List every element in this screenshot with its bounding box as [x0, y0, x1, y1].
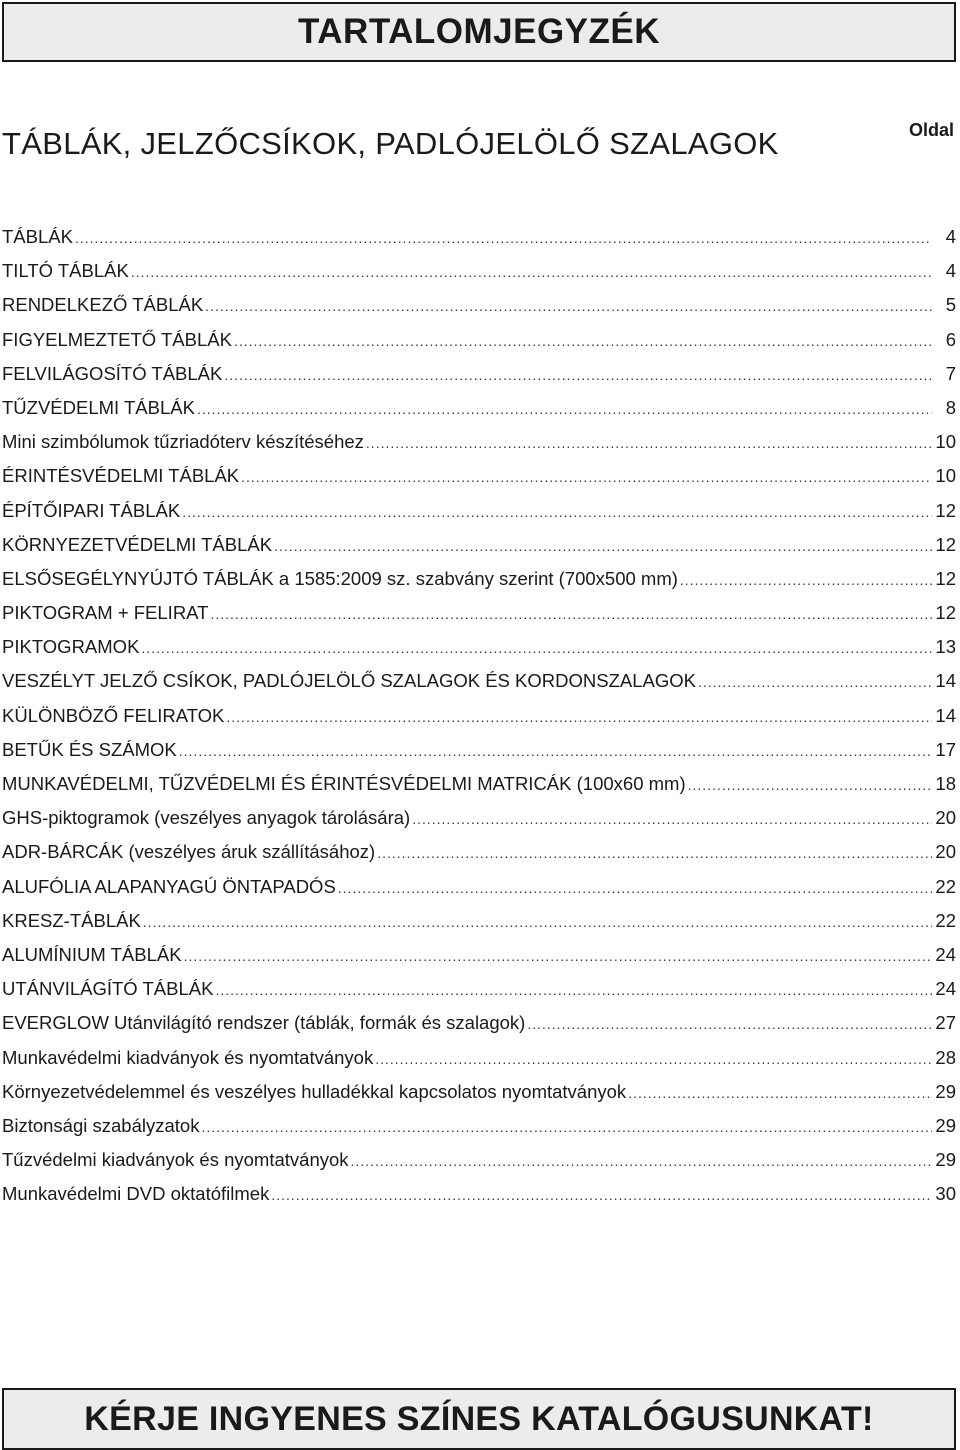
toc-entry-page: 18 [935, 773, 956, 794]
toc-entry-page: 4 [945, 226, 956, 247]
toc-entry-page: 29 [935, 1149, 956, 1171]
page-column-label: Oldal [908, 120, 954, 140]
dot-leader [75, 221, 932, 255]
toc-entry[interactable] [2, 699, 956, 733]
toc-entry[interactable] [2, 288, 956, 322]
toc-entry-label: Környezetvédelemmel és veszélyes hulladékkal kapcsolatos nyomtatványok [2, 1080, 627, 1102]
dot-leader [226, 700, 932, 734]
dot-leader [271, 1178, 932, 1212]
toc-entry[interactable] [2, 357, 956, 391]
toc-entry-label: FIGYELMEZTETŐ TÁBLÁK [2, 328, 232, 350]
dot-leader [688, 768, 932, 802]
toc-entry-label: PIKTOGRAM + FELIRAT [2, 602, 209, 624]
dot-leader [179, 734, 932, 768]
dot-leader [527, 1007, 932, 1041]
dot-leader [241, 460, 932, 494]
toc-entry-label: KRESZ-TÁBLÁK [2, 909, 141, 931]
dot-leader [698, 665, 932, 699]
toc-entry-label: FELVILÁGOSÍTÓ TÁBLÁK [2, 362, 223, 384]
dot-leader [351, 1144, 932, 1178]
toc-entry-label: Tűzvédelmi kiadványok és nyomtatványok [2, 1149, 349, 1171]
toc-entry[interactable] [2, 972, 956, 1006]
toc-entry-page: 30 [935, 1183, 956, 1205]
toc-entry[interactable] [2, 1041, 956, 1075]
toc-entry-label: MUNKAVÉDELMI, TŰZVÉDELMI ÉS ÉRINTÉSVÉDELMI MATRICÁK (100x60 mm) [2, 773, 686, 794]
toc-entry-label: RENDELKEZŐ TÁBLÁK [2, 294, 204, 316]
toc-entry-page: 14 [935, 670, 956, 692]
toc-entry[interactable] [2, 1109, 956, 1143]
dot-leader [224, 358, 932, 392]
toc-entry-page: 20 [935, 807, 956, 829]
toc-entry-page: 10 [935, 431, 956, 453]
toc-entry-page: 7 [945, 362, 956, 384]
toc-entry-label: TÁBLÁK [2, 226, 73, 247]
toc-entry[interactable] [2, 1177, 956, 1211]
catalog-banner [2, 1388, 956, 1450]
toc-entry-label: KÖRNYEZETVÉDELMI TÁBLÁK [2, 533, 273, 555]
catalog-banner-text: KÉRJE INGYENES SZÍNES KATALÓGUSUNKAT! [84, 1399, 874, 1438]
dot-leader [201, 1110, 932, 1144]
toc-entry[interactable] [2, 904, 956, 938]
toc-entry[interactable] [2, 220, 956, 254]
toc-entry-label: KÜLÖNBÖZŐ FELIRATOK [2, 704, 225, 726]
toc-entry-label: ELSŐSEGÉLYNYÚJTÓ TÁBLÁK a 1585:2009 sz. szabvány szerint (700x500 mm) [2, 567, 678, 589]
toc-entry[interactable] [2, 323, 956, 357]
toc-entry[interactable] [2, 425, 956, 459]
dot-leader [628, 1076, 932, 1110]
toc-entry[interactable] [2, 801, 956, 835]
toc-entry[interactable] [2, 596, 956, 630]
dot-leader [184, 939, 932, 973]
dot-leader [680, 563, 932, 597]
toc-entry[interactable] [2, 733, 956, 767]
dot-leader [215, 973, 932, 1007]
toc-entry[interactable] [2, 1143, 956, 1177]
toc-entry-page: 24 [935, 943, 956, 965]
toc-entry-label: Munkavédelmi DVD oktatófilmek [2, 1183, 270, 1205]
dot-leader [338, 871, 932, 905]
dot-leader [143, 905, 932, 939]
toc-entry-label: UTÁNVILÁGÍTÓ TÁBLÁK [2, 978, 214, 1000]
toc-entry-label: Biztonsági szabályzatok [2, 1114, 200, 1136]
toc-entry-page: 24 [935, 978, 956, 1000]
toc-entry-page: 4 [945, 260, 956, 282]
toc-entry-page: 13 [935, 636, 956, 658]
toc-entry-label: ADR-BÁRCÁK (veszélyes áruk szállításához) [2, 841, 376, 863]
toc-entry-label: BETŰK ÉS SZÁMOK [2, 738, 177, 760]
toc-entry[interactable] [2, 664, 956, 698]
toc-entry-label: ÉRINTÉSVÉDELMI TÁBLÁK [2, 465, 240, 487]
toc-entry-label: ALUFÓLIA ALAPANYAGÚ ÖNTAPADÓS [2, 875, 336, 897]
toc-entry-page: 8 [945, 396, 956, 418]
toc-entry-page: 10 [935, 465, 956, 487]
toc-entry-label: Munkavédelmi kiadványok és nyomtatványok [2, 1046, 374, 1068]
dot-leader [377, 836, 932, 870]
toc-entry[interactable] [2, 562, 956, 596]
toc-entry-label: Mini szimbólumok tűzriadóterv készítéséhez [2, 431, 364, 453]
toc-entry[interactable] [2, 528, 956, 562]
toc-entry-page: 20 [935, 841, 956, 863]
dot-leader [210, 597, 932, 631]
toc-entry-label: TŰZVÉDELMI TÁBLÁK [2, 396, 195, 418]
toc-entry[interactable] [2, 835, 956, 869]
toc-entry[interactable] [2, 870, 956, 904]
toc-entry[interactable] [2, 1006, 956, 1040]
toc-entry-page: 14 [935, 704, 956, 726]
toc-entry-page: 6 [945, 328, 956, 350]
toc-entry-page: 28 [935, 1046, 956, 1068]
toc-entry-page: 29 [935, 1080, 956, 1102]
toc-entry-label: GHS-piktogramok (veszélyes anyagok tárolására) [2, 807, 411, 829]
toc-entry-page: 12 [935, 533, 956, 555]
toc-entry-page: 17 [935, 738, 956, 760]
dot-leader [182, 495, 932, 529]
dot-leader [274, 529, 932, 563]
toc-entry-page: 5 [945, 294, 956, 316]
toc-entry-label: VESZÉLYT JELZŐ CSÍKOK, PADLÓJELÖLŐ SZALAGOK ÉS KORDONSZALAGOK [2, 670, 696, 692]
toc-entry-page: 12 [935, 602, 956, 624]
dot-leader [375, 1042, 932, 1076]
table-of-contents [2, 220, 956, 1211]
toc-entry-label: PIKTOGRAMOK [2, 636, 140, 658]
toc-entry-page: 27 [935, 1012, 956, 1034]
toc-entry-page: 22 [935, 875, 956, 897]
toc-entry[interactable] [2, 459, 956, 493]
toc-entry-label: ÉPÍTŐIPARI TÁBLÁK [2, 499, 181, 521]
dot-leader [366, 426, 932, 460]
toc-entry[interactable] [2, 630, 956, 664]
page-title: TARTALOMJEGYZÉK [297, 12, 661, 51]
dot-leader [141, 631, 932, 665]
toc-entry-page: 12 [935, 499, 956, 521]
toc-entry-label: ALUMÍNIUM TÁBLÁK [2, 943, 182, 965]
toc-entry-page: 22 [935, 909, 956, 931]
toc-entry[interactable] [2, 254, 956, 288]
toc-entry[interactable] [2, 391, 956, 425]
toc-entry-page: 29 [935, 1114, 956, 1136]
page-title-box [2, 2, 956, 62]
section-title: TÁBLÁK, JELZŐCSÍKOK, PADLÓJELÖLŐ SZALAGOK [2, 126, 779, 161]
dot-leader [205, 289, 932, 323]
toc-entry[interactable] [2, 938, 956, 972]
dot-leader [234, 324, 932, 358]
toc-entry-label: EVERGLOW Utánvilágító rendszer (táblák, formák és szalagok) [2, 1012, 526, 1034]
toc-entry[interactable] [2, 1075, 956, 1109]
dot-leader [412, 802, 932, 836]
toc-entry-page: 12 [935, 567, 956, 589]
toc-entry-label: TILTÓ TÁBLÁK [2, 260, 129, 282]
dot-leader [197, 392, 932, 426]
toc-entry[interactable] [2, 494, 956, 528]
dot-leader [131, 255, 932, 289]
toc-entry[interactable] [2, 767, 956, 801]
